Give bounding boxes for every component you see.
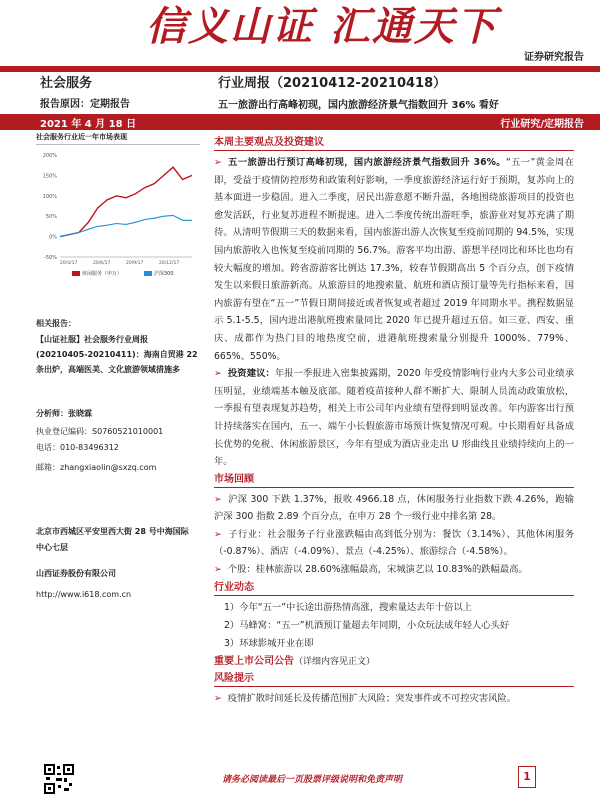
analyst-name: 分析师：张晓霖 bbox=[36, 409, 92, 418]
sector-title: 社会服务 bbox=[40, 76, 93, 91]
risk-item-1 bbox=[214, 690, 574, 708]
arrow-bullet-icon: ➢ bbox=[214, 528, 222, 540]
viewpoint-1-lead: 五一旅游出行预订高峰初现，国内旅游经济景气指数回升 36%。 bbox=[227, 157, 506, 168]
series-line-0 bbox=[60, 167, 192, 236]
related-reports-title: 相关报告： bbox=[36, 319, 76, 328]
top-banner bbox=[0, 0, 600, 66]
report-headline: 五一旅游出行高峰初现，国内旅游经济景气指数回升 36% 看好 bbox=[218, 100, 499, 111]
arrow-bullet-icon: ➢ bbox=[214, 157, 222, 168]
viewpoint-2-lead: 投资建议： bbox=[227, 368, 275, 380]
legend-label-0: 休闲服务（申万） bbox=[82, 271, 123, 277]
report-reason: 报告原因：定期报告 bbox=[40, 99, 130, 110]
company-url[interactable]: http://www.i618.com.cn bbox=[36, 590, 132, 599]
legend-swatch-0 bbox=[72, 271, 80, 276]
market-item-2-text: 子行业：社会服务子行业涨跌幅由高到低分别为：餐饮（3.14%）、其他休闲服务（-0.87%）、酒店（-4.09%）、景点（-4.25%）、旅游综合（-4.58%）。 bbox=[214, 528, 574, 558]
market-item-1-text: 沪深 300 下跌 1.37%，报收 4966.18 点，休闲服务行业指数下跌 4.26%，跑输沪深 300 指数 2.89 个百分点，在申万 28 个一级行业中排名第 28。 bbox=[214, 493, 574, 523]
section-title-announcements: 重要上市公司公告 bbox=[214, 655, 294, 667]
announcements-note: （详细内容见正文） bbox=[294, 656, 376, 667]
section-title-market: 市场回顾 bbox=[214, 473, 574, 488]
page-number: 1 bbox=[518, 766, 536, 788]
y-tick-label: 100% bbox=[42, 193, 57, 200]
dynamics-item-1: 1）今年“五一”中长途出游热情高涨，搜索量达去年十倍以上 bbox=[224, 601, 472, 613]
report-category: 行业研究/定期报告 bbox=[500, 119, 584, 130]
viewpoint-1-body: “五一”黄金周在即，受益于疫情防控形势和政策利好影响，一季度旅游经济运行好于预期，复苏向上的基本面进一步稳固。进入二季度，居民出游意愿不断升温，各地围绕旅游项目的投资也愈发活跃，行业复苏进程不断提速。进入二季度传统出游旺季，旅游业对复苏充满了期待。从清明节假期三天的数据来看，国内旅游出游人次恢复至疫前同期的 94.5%，实现国内旅游收入也恢复至疫前同期的 56.7%。游客平均出游、游想半径同比和环比也均有较大幅度的增加。跨省游游客比例达 17.3%，较春节假期高出 5 个百分点，创下疫情发生以来假日旅游新高。从旅游目的地搜索量、航班和酒店预订量等先行指标来看，国内旅游有望在“五一”节假日期间接近或者恢复或者超过 2019 年同期水平。携程数据显示 5.1-5.5，国内进出港航班搜索量同比 2020 年已提升超过五倍。如三亚、西安、重庆、成都作为热门目的地热度空前，进港航班搜索量分别提升 1000%、779%、665%、550%。 bbox=[214, 157, 574, 362]
arrow-bullet-icon: ➢ bbox=[214, 564, 222, 576]
disclaimer-text: 请务必阅读最后一页股票评级说明和免责声明 bbox=[222, 775, 403, 785]
risk-item-1-text: 疫情扩散时间延长及传播范围扩大风险；突发事件或不可控灾害风险。 bbox=[227, 692, 517, 704]
analyst-email[interactable]: 邮箱：zhangxiaolin@sxzq.com bbox=[36, 463, 157, 472]
weekly-title: 行业周报（20210412-20210418） bbox=[218, 76, 447, 91]
viewpoint-2-body: 年报一季报进入密集披露期，2020 年受疫情影响行业内大多公司业绩承压明显，业绩端基本触及底部。随着疫苗接种人群不断扩大、限制人员流动政策放松，一季报有望表现复苏趋势，相关上市公司年内业绩有望得到明显改善。年内游客出行预计持续落实在国内，五一、端午小长假旅游市场预计恢复情况可观。中长期看好具备成长优势的免税、休闲旅游景区，今年有望成为酒店业走出 U 形曲线且业绩持续向上的一年。 bbox=[214, 368, 574, 468]
performance-chart bbox=[36, 147, 200, 297]
series-line-1 bbox=[60, 215, 192, 236]
report-type-label: 证券研究报告 bbox=[524, 52, 584, 63]
y-tick-label: -50% bbox=[44, 255, 57, 261]
legend-label-1: 沪深300 bbox=[154, 271, 174, 277]
arrow-bullet-icon: ➢ bbox=[214, 368, 222, 380]
viewpoint-paragraph-1 bbox=[214, 154, 574, 365]
brand-slogan: 信义山证 汇通天下 bbox=[146, 3, 498, 50]
arrow-bullet-icon: ➢ bbox=[214, 692, 222, 704]
legend-swatch-1 bbox=[144, 271, 152, 276]
market-item-1 bbox=[214, 491, 574, 526]
x-tick-label: 20/6/17 bbox=[93, 261, 111, 266]
chart-title: 社会服务行业近一年市场表现 bbox=[36, 132, 200, 145]
x-tick-label: 20/9/17 bbox=[126, 261, 144, 266]
market-item-3-text: 个股：桂林旅游以 28.60%涨幅最高，宋城演艺以 10.83%的跌幅最高。 bbox=[227, 564, 528, 576]
main-content bbox=[214, 136, 574, 707]
qr-code-icon bbox=[44, 764, 74, 794]
arrow-bullet-icon: ➢ bbox=[214, 493, 222, 505]
y-tick-label: 200% bbox=[42, 153, 57, 159]
announcements-row bbox=[214, 654, 574, 670]
y-tick-label: 50% bbox=[45, 214, 57, 221]
report-date: 2021 年 4 月 18 日 bbox=[40, 119, 137, 130]
section-title-dynamics: 行业动态 bbox=[214, 581, 574, 596]
analyst-cert: 执业登记编码：S0760521010001 bbox=[36, 427, 164, 436]
company-name: 山西证券股份有限公司 bbox=[36, 569, 116, 578]
y-tick-label: 0% bbox=[49, 234, 57, 241]
left-sidebar bbox=[36, 132, 200, 599]
related-report-link[interactable]: 【山证社服】社会服务行业周报(20210405-20210411)：海南自贸港 22 条出炉，高端医美、文化旅游领域措施多 bbox=[36, 335, 198, 374]
section-title-risk: 风险提示 bbox=[214, 672, 574, 687]
dynamics-item-3: 3）环球影城开业在即 bbox=[224, 637, 314, 649]
viewpoint-paragraph-2 bbox=[214, 365, 574, 471]
date-bar bbox=[0, 114, 600, 130]
analyst-phone: 电话：010-83496312 bbox=[36, 443, 119, 452]
company-address: 北京市西城区平安里西大街 28 号中海国际中心七层 bbox=[36, 527, 189, 552]
dynamics-item-2: 2）马蜂窝：“五一”机酒预订量超去年同期，小众玩法成年轻人心头好 bbox=[224, 619, 510, 631]
y-tick-label: 150% bbox=[42, 173, 57, 180]
x-tick-label: 20/4/17 bbox=[60, 261, 78, 266]
market-item-3 bbox=[214, 561, 574, 579]
x-tick-label: 20/12/17 bbox=[159, 261, 180, 266]
section-title-viewpoints: 本周主要观点及投资建议 bbox=[214, 136, 574, 151]
market-item-2 bbox=[214, 526, 574, 561]
page-footer bbox=[0, 762, 600, 800]
